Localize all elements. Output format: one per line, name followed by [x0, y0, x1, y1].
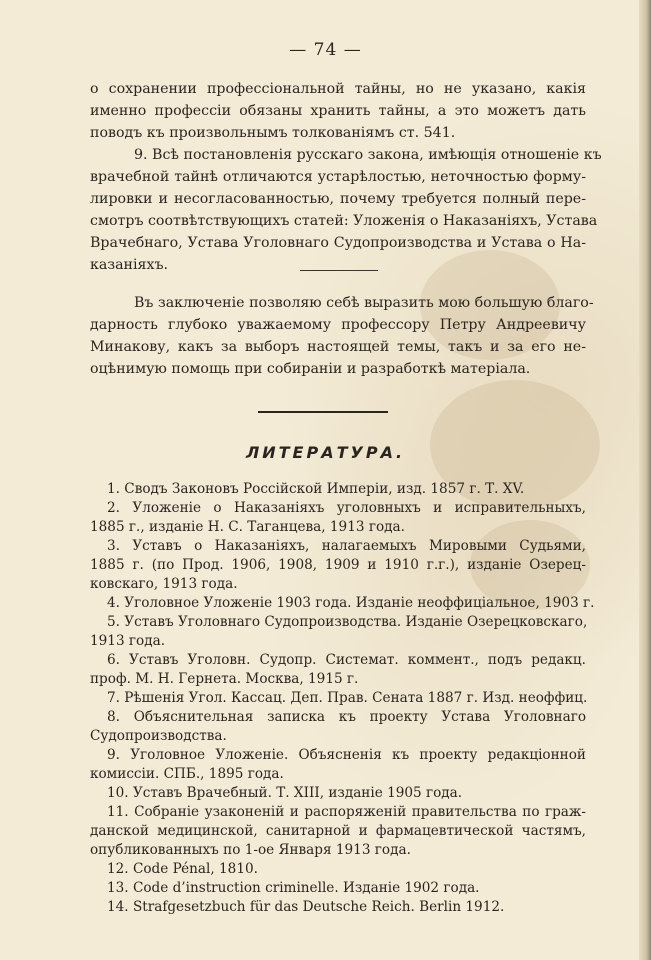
paragraph-continuation	[90, 78, 586, 144]
references-list	[90, 480, 595, 917]
reference-line: Судопроизводства.	[90, 728, 227, 744]
reference-line: комиссіи. СПБ., 1895 года.	[90, 766, 284, 782]
reference-line: 11. Собраніе узаконеній и распоряженій правительства по граж-	[107, 804, 586, 820]
reference-line: 6. Уставъ Уголовн. Судопр. Системат. коммент., подъ редакц.	[107, 652, 586, 668]
reference-item	[90, 803, 586, 860]
text-line: поводъ къ произвольнымъ толкованіямъ ст. 541.	[90, 125, 456, 141]
text-line: смотръ соотвѣтствующихъ статей: Уложенія о Наказаніяхъ, Устава	[90, 213, 598, 229]
text-line: Врачебнаго, Устава Уголовнаго Судопроизводства и Устава о На-	[90, 235, 586, 251]
reference-line: ковскаго, 1913 года.	[90, 576, 238, 592]
text-line: казаніяхъ.	[90, 257, 169, 273]
reference-line: опубликованныхъ по 1-ое Января 1913 года.	[90, 842, 411, 858]
reference-line: 1885 г. (по Прод. 1906, 1908, 1909 и 1910 г.г.), изданіе Озерец-	[90, 557, 586, 573]
reference-line: 5. Уставъ Уголовнаго Судопроизводства. Изданіе Озерецковскаго,	[107, 614, 588, 630]
reference-item	[90, 784, 586, 803]
reference-item	[90, 480, 586, 499]
page-number: — 74 —	[289, 40, 362, 60]
text-line: врачебной тайнѣ отличаются устарѣлостью, неточностью форму-	[90, 169, 586, 185]
reference-item	[90, 879, 586, 898]
reference-item	[90, 499, 586, 537]
divider-long	[258, 411, 388, 413]
reference-line: 4. Уголовное Уложеніе 1903 года. Изданіе неоффиціальное, 1903 г.	[107, 595, 595, 611]
reference-item	[90, 594, 595, 613]
reference-line: 9. Уголовное Уложеніе. Объясненія къ проекту редакціонной	[107, 747, 586, 763]
paragraph-conclusion-9	[90, 144, 602, 276]
reference-line: 8. Объяснительная записка къ проекту Устава Уголовнаго	[107, 709, 586, 725]
reference-line: 1. Сводъ Законовъ Россійской Имперіи, изд. 1857 г. Т. XV.	[107, 481, 525, 497]
text-line: 9. Всѣ постановленія русскаго закона, имѣющія отношеніе къ	[134, 147, 602, 163]
reference-line: 7. Рѣшенія Угол. Кассац. Деп. Прав. Сената 1887 г. Изд. неоффиц.	[107, 690, 588, 706]
literature-heading: ЛИТЕРАТУРА.	[245, 443, 406, 462]
reference-item	[90, 898, 586, 917]
reference-line: данской медицинской, санитарной и фармацевтической частямъ,	[90, 823, 586, 839]
reference-item	[90, 689, 586, 708]
reference-item	[90, 860, 586, 879]
reference-line: 10. Уставъ Врачебный. Т. XIII, изданіе 1905 года.	[107, 785, 463, 801]
text-line: Въ заключеніе позволяю себѣ выразить мою большую благо-	[134, 295, 594, 311]
divider-short	[300, 270, 378, 271]
text-line: дарность глубоко уважаемому профессору Петру Андреевичу	[90, 317, 586, 333]
reference-line: 12. Code Pénal, 1810.	[107, 861, 258, 877]
reference-item	[90, 746, 586, 784]
reference-item	[90, 651, 586, 689]
text-line: оцѣнимую помощь при собираніи и разработкѣ матеріала.	[90, 361, 531, 377]
reference-line: 2. Уложеніе о Наказаніяхъ уголовныхъ и исправительныхъ,	[107, 500, 586, 516]
reference-line: 13. Code d’instruction criminelle. Изданіе 1902 года.	[107, 880, 480, 896]
text-line: о сохранении профессіональной тайны, но не указано, какія	[90, 81, 586, 97]
page-edge	[639, 0, 651, 960]
reference-line: 14. Strafgesetzbuch für das Deutsche Reich. Berlin 1912.	[107, 899, 505, 915]
text-line: лировки и несогласованностью, почему требуется полный пере-	[90, 191, 586, 207]
reference-line: проф. М. Н. Гернета. Москва, 1915 г.	[90, 671, 359, 687]
reference-line: 1885 г., изданіе Н. С. Таганцева, 1913 года.	[90, 519, 405, 535]
reference-line: 1913 года.	[90, 633, 166, 649]
text-line: именно профессіи обязаны хранить тайны, а это можетъ дать	[90, 103, 586, 119]
reference-item	[90, 613, 586, 651]
text-line: Минакову, какъ за выборъ настоящей темы, такъ и за его не-	[90, 339, 586, 355]
reference-line: 3. Уставъ о Наказаніяхъ, налагаемыхъ Мировыми Судьями,	[107, 538, 586, 554]
reference-item	[90, 537, 586, 594]
reference-item	[90, 708, 586, 746]
paragraph-acknowledgement	[90, 292, 594, 380]
